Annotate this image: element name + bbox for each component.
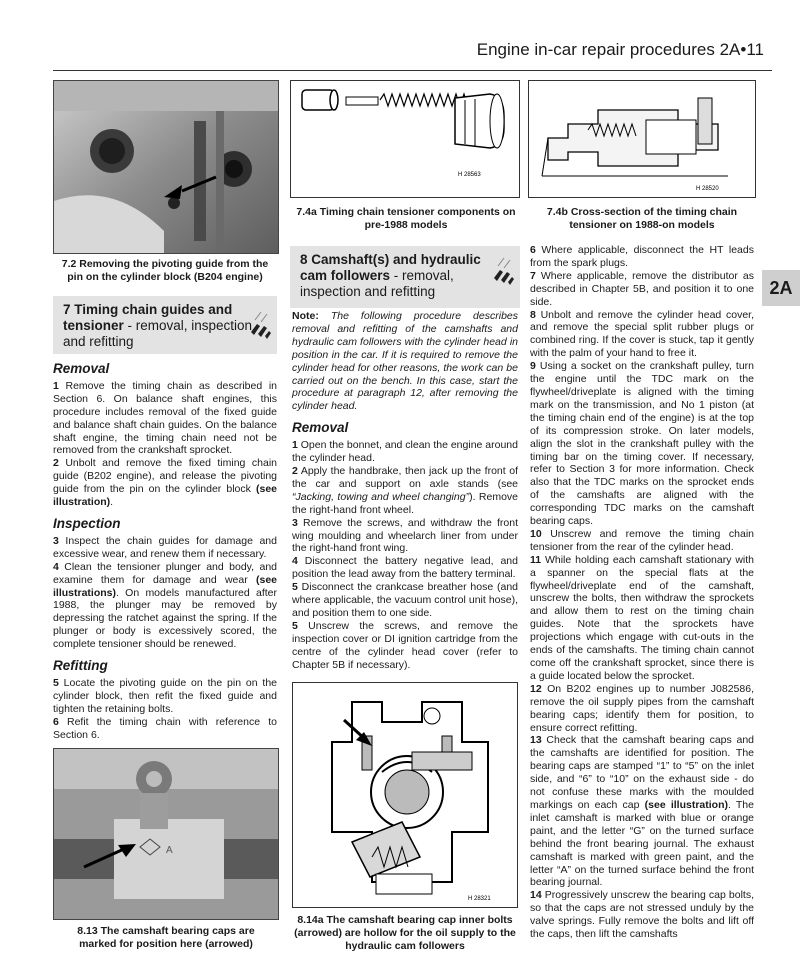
column-1-text [53,354,277,741]
figure-8-13-caption: 8.13 The camshaft bearing caps are marked for position here (arrowed) [77,925,255,950]
figure-8-14a-caption: 8.14a The camshaft bearing cap inner bolts (arrowed) are hollow for the oil supply to the hydraulic cam followers [294,914,516,952]
figure-8-14a-code: H 28321 [468,896,491,902]
chapter-side-tab: 2A [762,270,800,306]
section-8-number: 8 [300,252,308,267]
s7-paragraph-3: 3 Inspect the chain guides for damage and excessive wear, and renew them if necessary. [53,534,277,560]
column-3-text [530,244,754,941]
s8-paragraph-13: 13 Check that the camshaft bearing caps and the camshafts are identified for position. The bearing caps are stamped “1” to “5” on the inlet side, and “6” to “10” on the exhaust side - do not confuse these marks with the moulded markings on each cap (see illustration). The inlet camshaft is marked with blue or orange paint, and the letter “G” on the turned surface behind the front bearing journal. The exhaust camshaft is marked with green paint, and the letter “A” on the turned surface behind the front bearing journal. [530,734,754,889]
s8-paragraph-5b: 5 Unscrew the screws, and remove the inspection cover or DI ignition cartridge from the centre of the cylinder head cover (refer to Chapter 5B if necessary). [292,619,518,671]
s8-paragraph-5: 5 Disconnect the crankcase breather hose (and where applicable, the vacuum control unit hose), and position them to one side. [292,581,518,619]
s8-paragraph-3: 3 Remove the screws, and withdraw the front wing moulding and wheelarch liner from under the right-hand front wing. [292,516,518,555]
s8-paragraph-10: 10 Unscrew and remove the timing chain tensioner from the rear of the cylinder head. [530,527,754,553]
s7-paragraph-4: 4 Clean the tensioner plunger and body, and examine them for damage and wear (see illustrations). On models manufactured after 1988, the plunger may be removed by depressing the ratchet against the spring. If the plunger or body is excessively scored, the complete tensioner should be renewed. [53,560,277,651]
figure-7-4a-drawing [290,80,520,198]
s8-paragraph-14: 14 Progressively unscrew the bearing cap bolts, so that the caps are not stressed unduly by the valve springs. Fully remove the bolts and lift off the caps, then lift the camshafts [530,889,754,941]
section-7-inspection-heading: Inspection [53,515,121,531]
s7-paragraph-2: 2 Unbolt and remove the fixed timing chain guide (B202 engine), and release the pivoting guide from the pin on the cylinder block (see illustration). [53,457,277,509]
figure-7-4a-code: H 28563 [458,172,481,178]
s8-paragraph-2: 2 Apply the handbrake, then jack up the front of the car and support on axle stands (see “Jacking, towing and wheel changing”). Remove the right-hand front wheel. [292,464,518,516]
header-rule [53,70,772,71]
s8-paragraph-1: 1 Open the bonnet, and clean the engine around the cylinder head. [292,439,518,465]
svg-text:A: A [166,845,173,856]
figure-7-4b-caption: 7.4b Cross-section of the timing chain tensioner on 1988-on models [546,206,738,231]
section-7-number: 7 [63,302,71,317]
s7-paragraph-5: 5 Locate the pivoting guide on the pin on the cylinder block, then refit the fixed guide and tighten the retaining bolts. [53,676,277,715]
figure-7-4b-drawing [528,80,756,198]
difficulty-spanner-icon [492,252,514,292]
s8-paragraph-7: 7 Where applicable, remove the distributor as described in Chapter 5B, and position it to one side. [530,269,754,308]
column-2-text [292,310,518,671]
s8-paragraph-4: 4 Disconnect the battery negative lead, and position the lead away from the battery terminal. [292,555,518,581]
figure-8-13-photo [53,748,279,920]
section-8-heading-box [290,246,520,308]
figure-7-2-photo [53,80,279,254]
s8-paragraph-6: 6 Where applicable, disconnect the HT leads from the spark plugs. [530,244,754,269]
s8-note: Note: The following procedure describes removal and refitting of the camshafts and hydraulic cam followers with the cylinder head in position in the car. If it is required to remove the cylinder head for other reasons, the work can be carried out on the bench. In this case, start the procedure at paragraph 12, after removing the cylinder head. [292,310,518,413]
figure-7-4b-code: H 28520 [696,186,719,192]
figure-8-14a-drawing [292,682,518,908]
page-header-title: Engine in-car repair procedures 2A•11 [476,40,764,59]
section-8-subtitle: - removal, inspection and refitting [300,268,454,299]
section-7-removal-heading: Removal [53,361,110,376]
section-8-title: Camshaft(s) and hydraulic cam followers [300,252,481,283]
difficulty-spanner-icon [249,302,271,342]
s7-paragraph-6: 6 Refit the timing chain with reference to Section 6. [53,715,277,741]
section-8-removal-heading: Removal [292,420,349,436]
section-7-title: Timing chain guides and tensioner [63,302,233,333]
section-7-subtitle: - removal, inspection and refitting [63,318,253,349]
figure-7-4a-caption: 7.4a Timing chain tensioner components on pre-1988 models [296,206,516,231]
s8-paragraph-11: 11 While holding each camshaft stationary with a spanner on the special flats at the flywheel/driveplate end of the camshaft, unscrew the bolts, then withdraw the sprockets and allow them to rest on the timing chain guides. Note that the sprockets have projections which engage with cut-outs in the ends of the camshafts. The timing chain cannot come off the crankshaft sprocket, since there is a guide located below the sprocket. [530,553,754,682]
s8-paragraph-9: 9 Using a socket on the crankshaft pulley, turn the engine until the TDC mark on the flywheel/driveplate is aligned with the timing mark on the transmission, and No 1 piston (at the timing chain end of the engine) is at the top of its compression stroke. On later models, align the slot in the crankshaft pulley with the timing bar on the timing cover. If necessary, refer to Section 3 for more information. Check also that the TDC marks on the sprocket ends of the camshafts are aligned with the corresponding TDC marks on the camshaft bearing caps. [530,360,754,528]
s8-paragraph-12: 12 On B202 engines up to number J082586, remove the oil supply pipes from the camshaft bearing caps; identify them for position, to ensure correct refitting. [530,682,754,734]
section-7-heading-box [53,296,277,354]
figure-7-2-caption: 7.2 Removing the pivoting guide from the pin on the cylinder block (B204 engine) [61,258,269,283]
section-7-refitting-heading: Refitting [53,658,108,674]
s7-paragraph-1: 1 Remove the timing chain as described in Section 6. On balance shaft engines, this procedure includes removal of the fixed guide and balance shaft chain guides. On the balance shaft engine, the timing chain need not be removed from the crankshaft sprocket. [53,379,277,457]
s8-paragraph-8: 8 Unbolt and remove the cylinder head cover, and remove the special split rubber plugs or combined ring. If the cover is stuck, tap it gently with the palm of your hand to free it. [530,308,754,360]
